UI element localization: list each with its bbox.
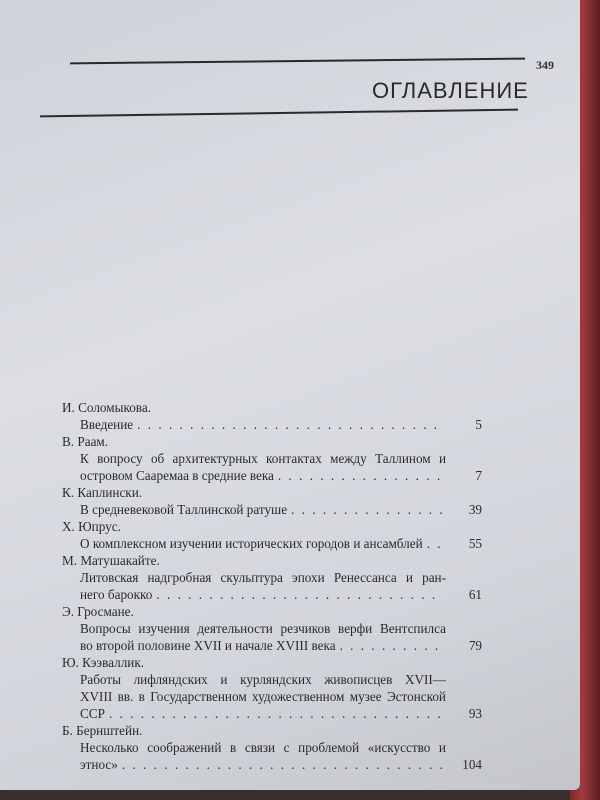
toc-author: Ю. Кээваллик. (62, 655, 145, 670)
leader-dots (291, 501, 442, 518)
toc-entry-title: Литовская надгробная скульптура эпохи Ренессанса и ран- (80, 570, 446, 585)
toc-author: Х. Юпрус. (62, 519, 121, 534)
toc-entry-line (62, 671, 482, 688)
toc-entry-line (62, 756, 482, 773)
toc-entry-line (62, 569, 482, 586)
leader-dots (122, 756, 442, 773)
toc-entry-title: XVIII вв. в Государственном художественном музее Эстонской (80, 689, 446, 704)
toc-entry-line (62, 637, 482, 654)
toc-author: К. Каплински. (62, 485, 143, 500)
toc-page-number: 55 (468, 536, 482, 551)
toc-entry-title: Несколько соображений в связи с проблемой «искусство и (80, 740, 446, 755)
leader-dots (427, 535, 442, 552)
table-of-contents (62, 399, 482, 773)
toc-entry-title: ССР (80, 706, 105, 721)
leader-dots (109, 705, 442, 722)
toc-entry-title: во второй половине XVII и начале XVIII века (80, 638, 336, 653)
toc-author: Б. Бернштейн. (62, 723, 143, 738)
toc-page-number: 7 (475, 468, 482, 483)
toc-page-number: 104 (462, 757, 482, 772)
toc-entry-line (62, 586, 482, 603)
toc-entry-line (62, 705, 482, 722)
toc-entry-title: О комплексном изучении исторических городов и ансамблей (80, 536, 423, 551)
toc-entry-title: Введение (80, 417, 134, 432)
leader-dots (340, 637, 442, 654)
toc-entry-line (62, 467, 482, 484)
toc-page-number: 61 (468, 587, 482, 602)
toc-page-number: 5 (475, 417, 482, 432)
toc-entry-title: Вопросы изучения деятельности резчиков верфи Вентспилса (80, 621, 446, 636)
bottom-rule (40, 109, 518, 118)
toc-entry-line (62, 450, 482, 467)
toc-entry-title: В средневековой Таллинской ратуше (80, 502, 288, 517)
toc-author: И. Соломыкова. (62, 400, 151, 415)
toc-page-number: 39 (468, 502, 482, 517)
toc-entry-line (62, 739, 482, 756)
leader-dots (278, 467, 442, 484)
toc-entry-line (62, 416, 482, 433)
page-title: ОГЛАВЛЕНИЕ (372, 78, 529, 103)
toc-entry-title: островом Саaремаа в средние века (80, 468, 274, 483)
toc-entry-title: него барокко (80, 587, 153, 602)
toc-entry-line (62, 501, 482, 518)
page-number: 349 (536, 58, 554, 72)
toc-page-number: 79 (468, 638, 482, 653)
toc-page-number: 93 (468, 706, 482, 721)
top-rule (70, 58, 525, 65)
toc-entry-title: этнос» (80, 757, 118, 772)
toc-entry-line (62, 620, 482, 637)
toc-entry-line (62, 688, 482, 705)
toc-entry-line (62, 535, 482, 552)
toc-author: М. Матушакайте. (62, 553, 160, 568)
leader-dots (137, 416, 442, 433)
toc-entry-title: К вопросу об архитектурных контактах между Таллином и (80, 451, 446, 466)
toc-author: В. Раам. (62, 434, 109, 449)
toc-entry-title: Работы лифляндских и курляндских живописцев XVII— (80, 672, 446, 687)
toc-author: Э. Гросмане. (62, 604, 134, 619)
leader-dots (156, 586, 442, 603)
